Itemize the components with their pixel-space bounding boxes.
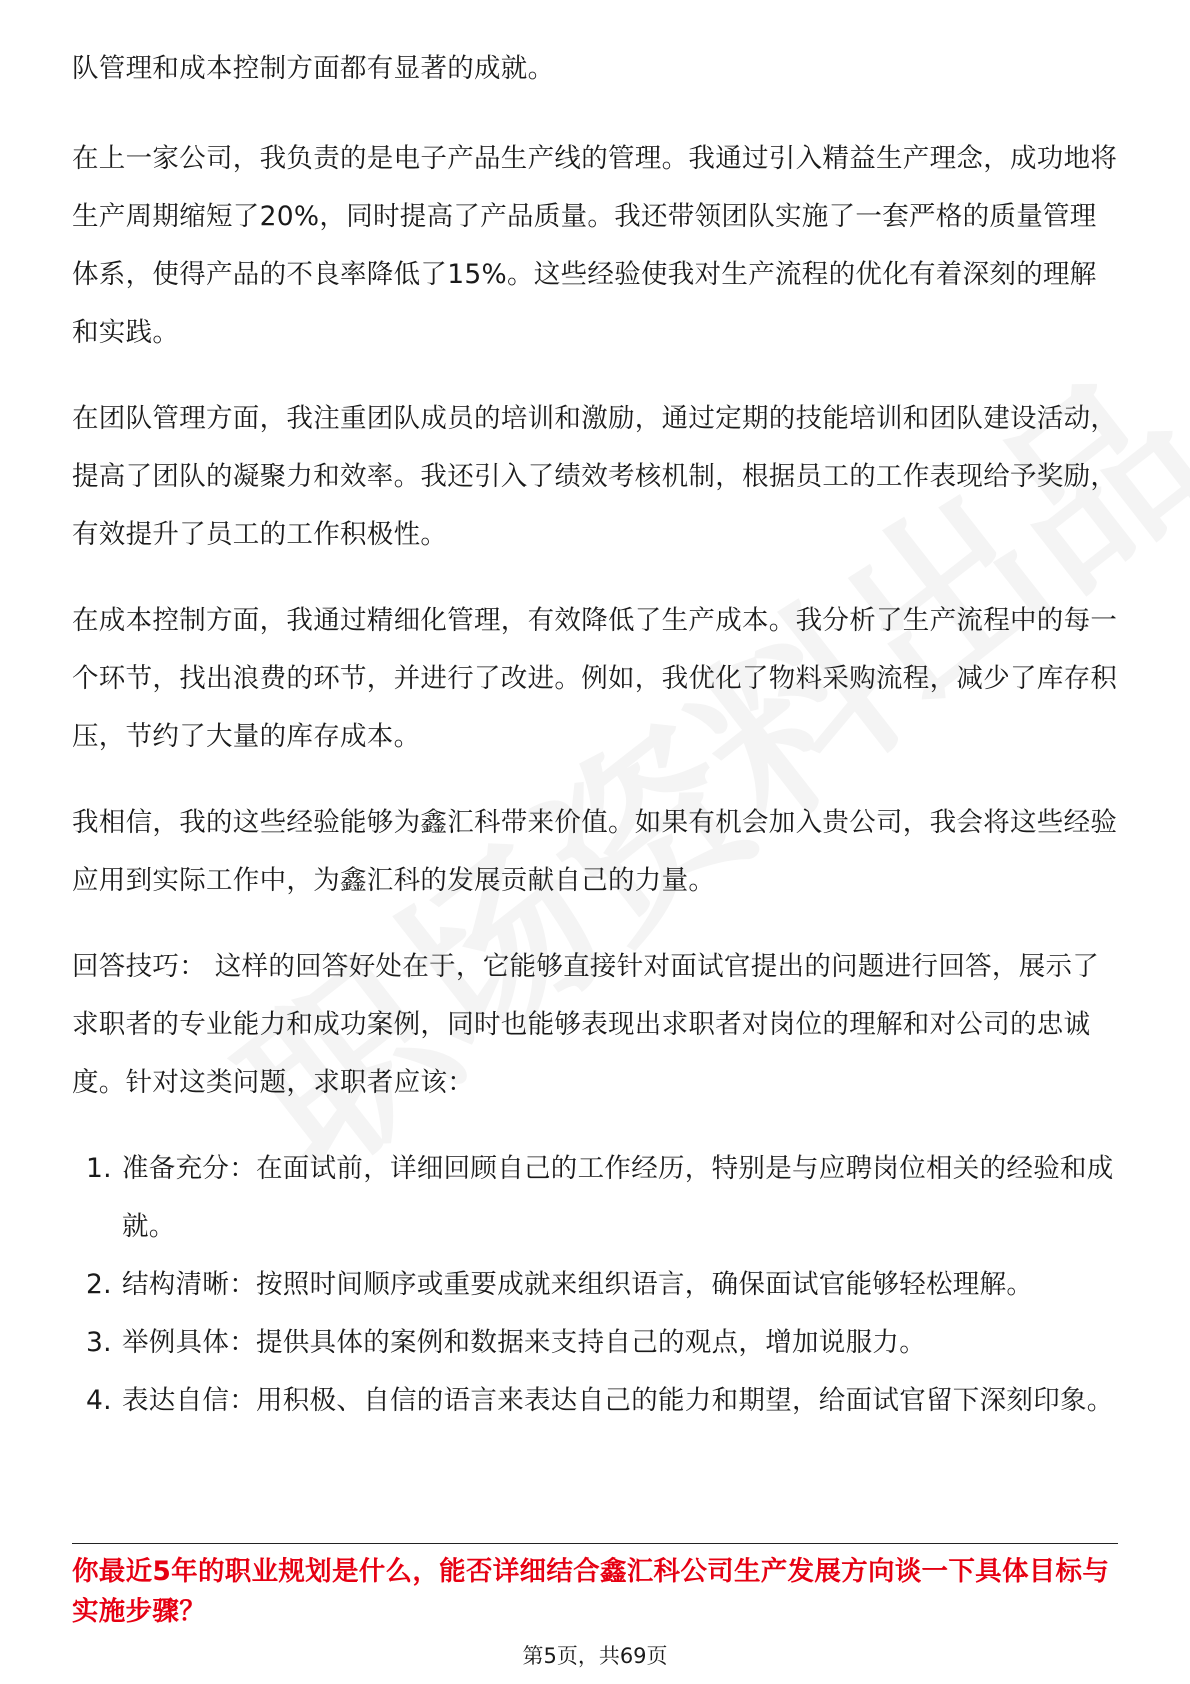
list-item <box>72 1372 1118 1430</box>
document-body <box>72 40 1118 1430</box>
paragraph: 队管理和成本控制方面都有显著的成就。 <box>72 53 555 84</box>
next-question-heading: 你最近5年的职业规划是什么，能否详细结合鑫汇科公司生产发展方向谈一下具体目标与实施步骤？ <box>72 1556 1110 1627</box>
paragraph: 在成本控制方面，我通过精细化管理，有效降低了生产成本。我分析了生产流程中的每一个环节，找出浪费的环节，并进行了改进。例如，我优化了物料采购流程，减少了库存积压，节约了大量的库存成本。 <box>72 605 1118 752</box>
list-number: 4. <box>86 1385 112 1416</box>
list-text: 举例具体：提供具体的案例和数据来支持自己的观点，增加说服力。 <box>122 1327 926 1358</box>
list-number: 2. <box>86 1269 112 1300</box>
paragraph: 在上一家公司，我负责的是电子产品生产线的管理。我通过引入精益生产理念，成功地将生产周期缩短了20%，同时提高了产品质量。我还带领团队实施了一套严格的质量管理体系，使得产品的不良率降低了15%。这些经验使我对生产流程的优化有着深刻的理解和实践。 <box>72 143 1118 348</box>
answer-tips-intro: 回答技巧： 这样的回答好处在于，它能够直接针对面试官提出的问题进行回答，展示了求职者的专业能力和成功案例，同时也能够表现出求职者对岗位的理解和对公司的忠诚度。针对这类问题，求职者应该： <box>72 951 1100 1098</box>
list-item <box>72 1256 1118 1314</box>
list-number: 1. <box>86 1153 112 1184</box>
paragraph: 在团队管理方面，我注重团队成员的培训和激励，通过定期的技能培训和团队建设活动，提高了团队的凝聚力和效率。我还引入了绩效考核机制，根据员工的工作表现给予奖励，有效提升了员工的工作积极性。 <box>72 403 1118 550</box>
list-number: 3. <box>86 1327 112 1358</box>
page-footer: 第5页，共69页 <box>522 1644 668 1668</box>
divider <box>72 1543 1118 1544</box>
list-item <box>72 1140 1118 1256</box>
list-text: 结构清晰：按照时间顺序或重要成就来组织语言，确保面试官能够轻松理解。 <box>122 1269 1034 1300</box>
list-text: 准备充分：在面试前，详细回顾自己的工作经历，特别是与应聘岗位相关的经验和成就。 <box>122 1153 1114 1242</box>
list-item <box>72 1314 1118 1372</box>
paragraph: 我相信，我的这些经验能够为鑫汇科带来价值。如果有机会加入贵公司，我会将这些经验应用到实际工作中，为鑫汇科的发展贡献自己的力量。 <box>72 807 1118 896</box>
list-text: 表达自信：用积极、自信的语言来表达自己的能力和期望，给面试官留下深刻印象。 <box>122 1385 1114 1416</box>
tips-list <box>72 1140 1118 1430</box>
